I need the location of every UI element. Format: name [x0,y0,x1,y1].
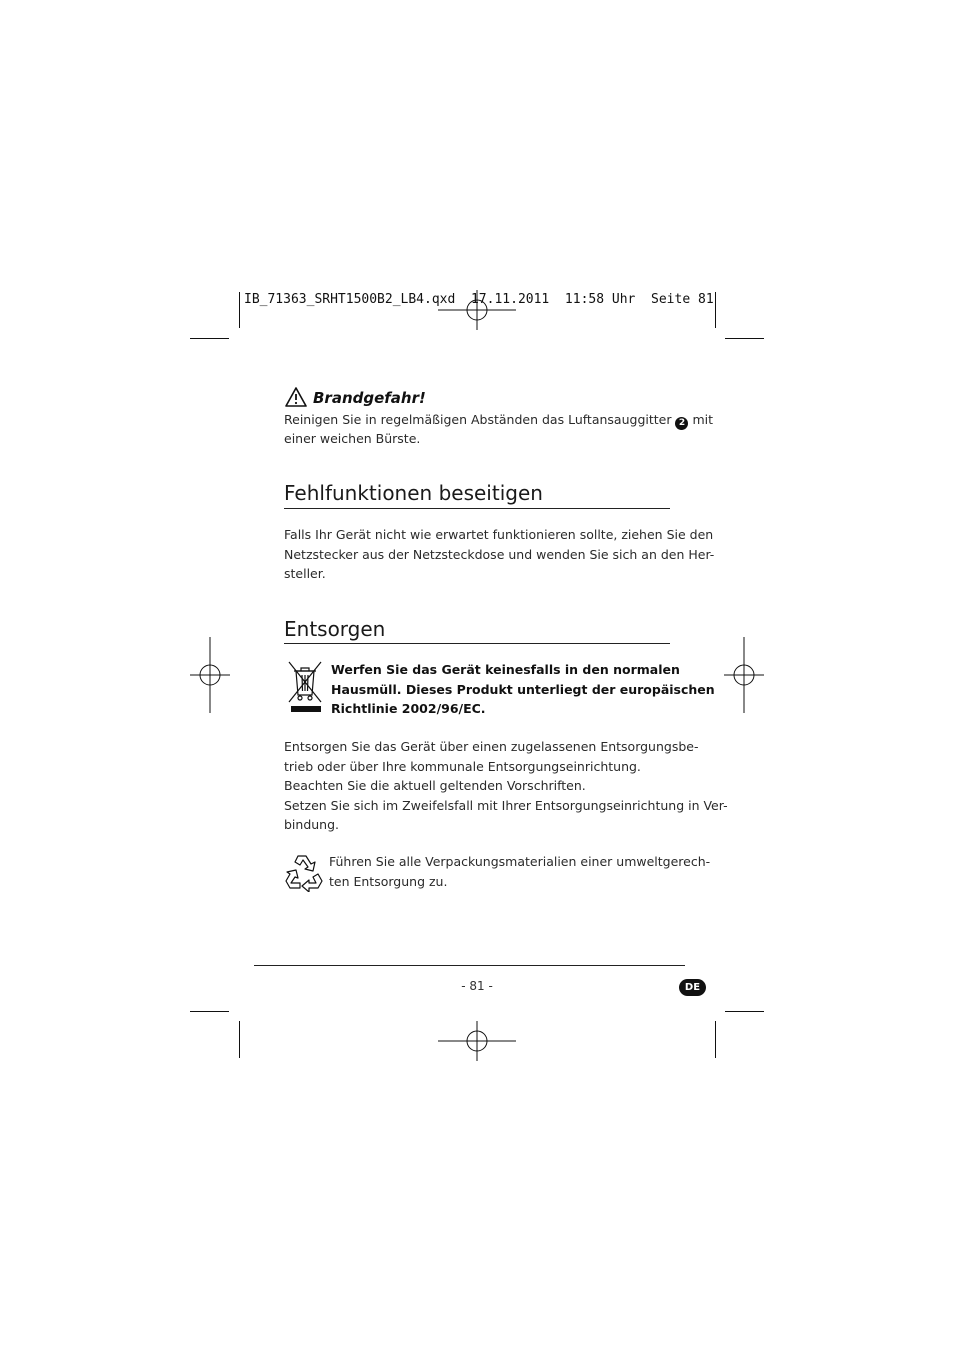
registration-mark-icon [438,1021,516,1061]
warning-text-part: Reinigen Sie in regelmäßigen Abständen das Luftansauggitter [284,412,672,427]
registration-mark-icon [438,290,516,330]
weee-line: Richtlinie 2002/96/EC. [331,701,486,716]
paragraph-line: ten Entsorgung zu. [329,874,448,889]
recycle-icon [284,852,324,892]
warning-triangle-icon [285,387,307,407]
paragraph-line: steller. [284,566,326,581]
paragraph-line: trieb oder über Ihre kommunale Entsorgungseinrichtung. [284,758,641,774]
weee-line: Werfen Sie das Gerät keinesfalls in den normalen [331,662,680,677]
paragraph-line: Falls Ihr Gerät nicht wie erwartet funktionieren sollte, ziehen Sie den [284,527,714,542]
ref-number-badge: 2 [675,417,688,430]
crop-mark [725,338,764,339]
warning-text [284,410,713,430]
language-badge: DE [679,979,706,996]
weee-line: Hausmüll. Dieses Produkt unterliegt der europäischen [331,681,715,697]
paragraph-line: Führen Sie alle Verpackungsmaterialien einer umweltgerech- [329,854,711,869]
paragraph-line: Beachten Sie die aktuell geltenden Vorschriften. [284,778,586,793]
registration-mark-icon [724,637,764,713]
section-heading-troubleshoot: Fehlfunktionen beseitigen [284,481,543,505]
weee-notice [331,660,715,719]
warning-text-part: mit [692,412,714,427]
paragraph-line: Netzstecker aus der Netzsteckdose und wenden Sie sich an den Her- [284,546,715,562]
registration-mark-icon [190,637,230,713]
paragraph-line: bindung. [284,817,340,832]
crop-mark [190,338,229,339]
footer-rule [254,965,685,966]
section-heading-disposal: Entsorgen [284,617,386,641]
crop-mark [239,1021,240,1058]
recycle-notice [329,852,710,892]
crop-mark [239,292,240,328]
slug-time: 11:58 Uhr [564,292,636,307]
troubleshoot-paragraph [284,525,714,584]
warning-text-line2: einer weichen Bürste. [284,431,421,446]
crossed-bin-icon [287,659,323,715]
disposal-paragraph [284,737,728,835]
slug-page: Seite 81 [651,292,714,307]
heading-rule [284,508,670,509]
crop-mark [190,1011,229,1012]
slug-file: IB_71363_SRHT1500B2_LB4.qxd [244,292,456,307]
paragraph-line: Entsorgen Sie das Gerät über einen zugelassenen Entsorgungsbe- [284,739,699,754]
slug-date: 17.11.2011 [470,292,550,307]
crop-mark [715,292,716,328]
crop-mark [715,1021,716,1058]
warning-title: Brandgefahr! [313,389,426,407]
heading-rule [284,643,670,644]
page-number: - 81 - [461,979,493,993]
crop-mark [725,1011,764,1012]
paragraph-line: Setzen Sie sich im Zweifelsfall mit Ihrer Entsorgungseinrichtung in Ver- [284,797,728,813]
